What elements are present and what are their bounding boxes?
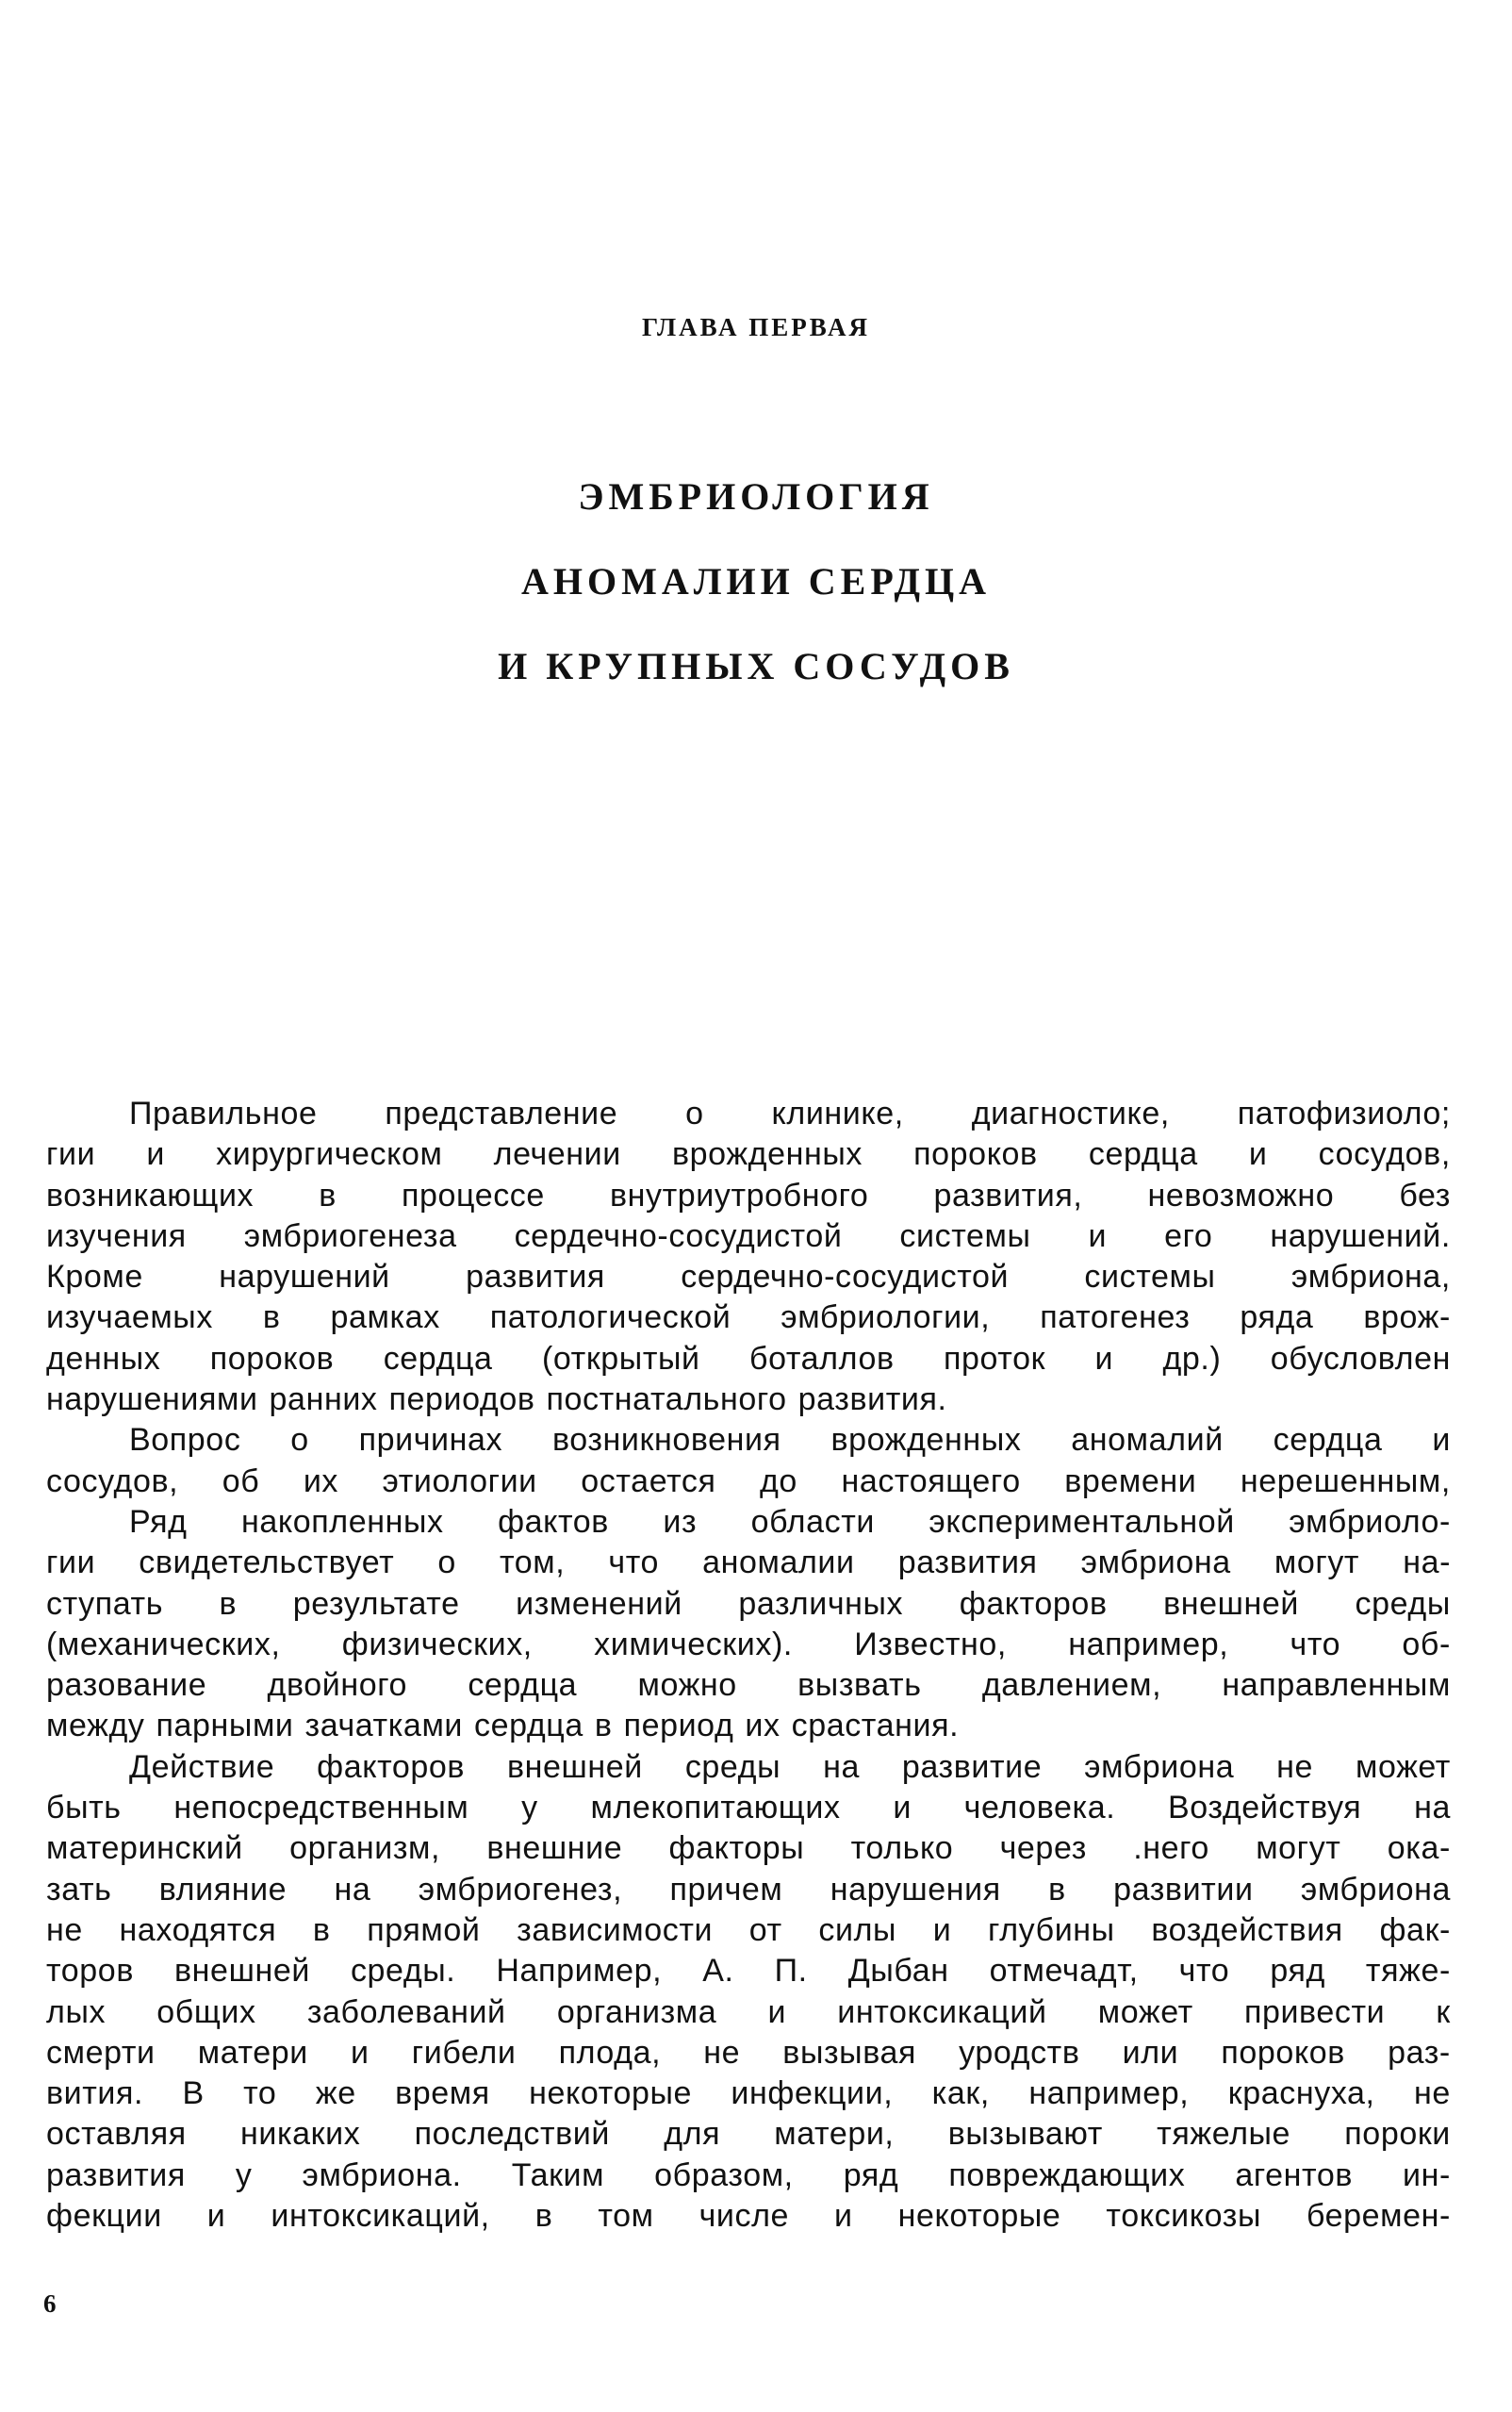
text-line: Вопрос о причинах возникновения врожденных аномалий сердца и — [129, 1422, 1451, 1459]
chapter-title — [0, 476, 1512, 731]
text-line: изучаемых в рамках патологической эмбриологии, патогенез ряда врож- — [46, 1299, 1451, 1336]
text-line: не находятся в прямой зависимости от силы и глубины воздействия фак- — [46, 1911, 1451, 1948]
text-line: торов внешней среды. Например, А. П. Дыбан отмечадт, что ряд тяже- — [46, 1953, 1451, 1990]
text-line: вития. В то же время некоторые инфекции, как, например, краснуха, не — [46, 2075, 1451, 2112]
text-line: Ряд накопленных фактов из области экспериментальной эмбриоло- — [129, 1503, 1451, 1540]
text-line: возникающих в процессе внутриутробного развития, невозможно без — [46, 1177, 1451, 1214]
body-text — [46, 1094, 1451, 2237]
text-line: (механических, физических, химических). Известно, например, что об- — [46, 1626, 1451, 1662]
text-line: оставляя никаких последствий для матери, вызывают тяжелые пороки — [46, 2116, 1451, 2153]
text-line: материнский организм, внешние факторы только через .него могут ока- — [46, 1830, 1451, 1867]
text-line: зать влияние на эмбриогенез, причем нарушения в развитии эмбриона — [46, 1871, 1451, 1908]
text-line: денных пороков сердца (открытый боталлов проток и др.) обусловлен — [46, 1340, 1451, 1377]
text-line: фекции и интоксикаций, в том числе и некоторые токсикозы беремен- — [46, 2198, 1451, 2235]
text-line: Кроме нарушений развития сердечно-сосудистой системы эмбриона, — [46, 1259, 1451, 1296]
text-line: ступать в результате изменений различных факторов внешней среды — [46, 1585, 1451, 1622]
text-line: развития у эмбриона. Таким образом, ряд повреждающих агентов ин- — [46, 2156, 1451, 2193]
text-line: Правильное представление о клинике, диагностике, патофизиоло; — [129, 1096, 1451, 1132]
page-number: 6 — [43, 2289, 57, 2318]
chapter-label: ГЛАВА ПЕРВАЯ — [641, 313, 871, 341]
text-line: нарушениями ранних периодов постнатального развития. — [46, 1381, 947, 1418]
text-line: Действие факторов внешней среды на развитие эмбриона не может — [129, 1748, 1451, 1785]
chapter-title-line: АНОМАЛИИ СЕРДЦА — [520, 560, 992, 603]
text-line: гии свидетельствует о том, что аномалии развития эмбриона могут на- — [46, 1545, 1451, 1581]
text-line: разование двойного сердца можно вызвать давлением, направленным — [46, 1667, 1451, 1704]
text-line: сосудов, об их этиологии остается до настоящего времени нерешенным, — [46, 1462, 1451, 1499]
text-line: быть непосредственным у млекопитающих и человека. Воздействуя на — [46, 1790, 1451, 1826]
text-line: гии и хирургическом лечении врожденных пороков сердца и сосудов, — [46, 1136, 1451, 1173]
text-line: смерти матери и гибели плода, не вызывая уродств или пороков раз- — [46, 2034, 1451, 2071]
chapter-title-line: И КРУПНЫХ СОСУДОВ — [498, 645, 1014, 687]
text-line: между парными зачатками сердца в период их срастания. — [46, 1708, 960, 1744]
text-line: изучения эмбриогенеза сердечно-сосудистой системы и его нарушений. — [46, 1217, 1451, 1254]
text-line: лых общих заболеваний организма и интоксикаций может привести к — [46, 1993, 1451, 2030]
chapter-title-line: ЭМБРИОЛОГИЯ — [578, 475, 934, 518]
